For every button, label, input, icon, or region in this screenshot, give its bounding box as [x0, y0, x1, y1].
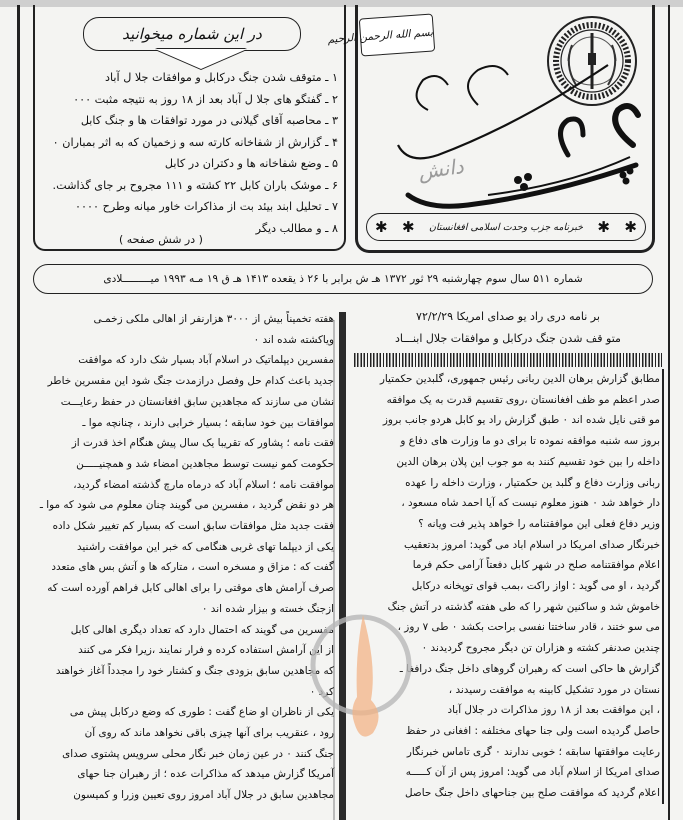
article-line: که مجاهدین سابق بزودی جنگ و کشتار خود را مجدداً آغاز خواهند: [55, 664, 334, 677]
page-border-right: [668, 5, 670, 820]
article-column-left: [22, 309, 334, 806]
article-line: مو قتی نایل شده اند ۰ طبق گزارش راد یو کابل هردو جانب بروز: [382, 414, 660, 427]
article-line: ازجنگ خسته و بیزار شده اند ۰: [201, 602, 334, 615]
contents-list: [34, 67, 338, 239]
article-line: ویاکشته شده اند ۰: [253, 333, 334, 346]
article-line: اعلام گردید که موافقت صلح بین جناحهای داخل جنگ حاصل: [405, 787, 660, 800]
article-line: فقت نامه ؛ پشاور که تقریبا یک سال پیش هنگام اخذ قدرت از: [71, 437, 334, 450]
star-icon: ✱: [597, 218, 610, 236]
contents-item: ۸ ـ و مطالب دیگر: [255, 221, 338, 235]
article-line: صدای امریکا از اسلام آباد می گوید: امروز پس از آن کـــــه: [405, 766, 660, 779]
contents-item: ۳ ـ محاصبه آقای گیلانی در مورد توافقات ها و جنگ کابل: [80, 114, 338, 127]
article-line: مفسرین می گویند که احتمال دارد که تعداد دیگری اهالی کابل: [70, 623, 334, 636]
article-line: هفته تخمیناً بیش از ۳۰۰۰ هزارنفر از اهالی ملکی زخمـی: [93, 313, 334, 325]
paik-calligraphy-logo: [368, 45, 638, 215]
article-line: نشان می سازند که مجاهدین سابق افغانستان در حفظ رعایـــت: [60, 395, 334, 408]
article-line: صدر اعظم مو ظف افغانستان ،روی تقسیم قدرت به یک موافقه: [386, 393, 660, 406]
page-count-note: ( در شش صفحه ): [119, 233, 203, 246]
hatched-rule: [354, 353, 662, 367]
article-line: یکی از دیپلما تهای غربی هنگامی که خبر این موافقت راشنید: [76, 540, 334, 553]
article-line: حاصل گردیده است ولی جنا حهای مختلفه : افغانی در حفظ: [405, 724, 660, 737]
article-line: خبرنگار صدای امریکا در اسلام اباد می گوید: امروز بدتعقیب: [403, 538, 660, 551]
article-line: فقت جدید مثل موافقات سابق است که بسیار کم تغییر شکل داده: [52, 520, 334, 533]
article-line: چندین صدنفر کشته و هزاران تن دیگر مجروح گردیدند ۰: [421, 642, 660, 655]
article-line: گردید ، او می گوید : اواز راکت ،بمب قوای توپخانه درکابل: [411, 580, 660, 593]
contents-item: ۴ ـ گزارش از شفاخانه کارته سه و زخمیان که به اثر بمباران ۰: [52, 135, 338, 149]
bismillah-label: بسم الله الرحمن الرحیم: [359, 13, 435, 56]
column-divider: [339, 312, 346, 820]
masthead: [327, 5, 655, 253]
article-line: جنگ کنند ۰ در عین زمان خبر نگار محلی سرویس پشتوی صدای: [62, 747, 334, 760]
publisher-motto: خبرنامه جزب وحدت اسلامی افغانستان: [428, 221, 583, 233]
article-line: خاموش شد و ساکنین شهر را که طی هفته گذشته در آتش جنگ: [387, 600, 660, 613]
article-line: از این آرامش استفاده کرده و فرار نمایند ،زیرا فکر می کنند: [78, 644, 334, 657]
star-icon: ✱: [401, 218, 415, 236]
contents-item: ۵ ـ وضع شفاخانه ها و دکتران در کابل: [164, 157, 338, 170]
article-line: ربانی وزارت دفاع و گلبد ین حکمتیار ، وزارت داخله را عهده: [405, 476, 660, 489]
article-source-line: بر نامه دری راد یو صدای امریکا ۷۲/۲/۲۹: [416, 310, 600, 323]
star-icon: ✱: [624, 218, 637, 236]
article-line: موافقات بین خود سابقه ؛ بسیار خرابی دارند ، چنانچه موا ـ: [82, 416, 334, 429]
article-line: اعلام موافقتنامه صلح در شهر کابل دفعتاً آرامی حکم فرما: [412, 559, 660, 572]
page-border-left: [17, 5, 20, 820]
article-line: حکومت کمو نیست توسط مجاهدین امضاء شد و همچنیـــــن: [76, 457, 334, 470]
star-icon: ✱: [375, 218, 388, 236]
article-line: ، این موافقت بعد از ۱۸ روز مذاکرات در جلال آباد: [447, 704, 660, 717]
contents-item: ۶ ـ موشک باران کابل ۲۲ کشته و ۱۱۱ مجروح بر جای گذاشت.: [52, 178, 338, 192]
contents-item: ۲ ـ گفتگو های جلا ل آباد بعد از ۱۸ روز به نتیجه مثبت ۰۰۰: [73, 92, 338, 106]
handwritten-note: دانش: [416, 153, 465, 185]
article-body-right: [352, 369, 664, 804]
in-this-issue-box: [33, 5, 346, 251]
article-line: آمریکا گزارش میدهد که مذاکرات عده ؛ از رهبران جنا حهای: [77, 768, 334, 781]
article-line: نستان در مورد تشکیل کابینه به موافقت رسیدند ،: [448, 683, 660, 696]
motto-banner: [366, 213, 646, 241]
article-line: رعایت موافقتها سابقه ؛ خوبی ندارند ۰ گری تاماس خبرنگار: [406, 745, 660, 758]
article-line: صرف آرامش های موقتی را برای اهالی کابل فراهم آورده است که: [47, 582, 334, 595]
article-line: رود ، عنقریب برای آنها چیزی باقی نخواهد ماند که روی آن: [84, 727, 334, 740]
article-line: یکی از ناظران او ضاع گفت : طوری که وضع درکابل پیش می: [69, 706, 334, 719]
article-line: گزارش ها حاکی است که رهبران گروهای داخل جنگ درافغا ـ: [399, 662, 660, 675]
article-line: هر دو نقض گردید ، مفسرین می گویند چنان معلوم می شود که موا ـ: [39, 499, 334, 512]
article-line: بروز سه شنبه موافقه نموده تا برای دو ما وزارت های دفاع و: [400, 435, 660, 448]
article-line: داخله را بین خود تقسیم کنند به مو جوب این پلان برهان الدین: [396, 455, 660, 468]
article-headline: متو قف شدن جنگ درکابل و موافقات جلال ابنـــاد: [395, 332, 621, 345]
article-line: گفت که : مزاق و مسخره است ، متارکه ها و آتش بس های متعدد: [51, 561, 334, 574]
in-this-issue-title: در این شماره میخوانید: [83, 17, 301, 51]
article-line: می سو ختند ، قادر ساختتا نفسی براحت بکشد ۰ طی ۷ روز ،: [397, 621, 660, 634]
issue-dateline: شماره ۵۱۱ سال سوم چهارشنبه ۲۹ ثور ۱۳۷۲ هـ ش برابر با ۲۶ ذ یقعده ۱۴۱۳ هـ ق ۱۹ مـه ۱۹۹۳ میـــــــــلادی: [33, 264, 653, 294]
article-line: مطابق گزارش برهان الدین ربانی رئیس جمهوری، گلبدین حکمتیار: [379, 373, 660, 385]
article-line: کرد ۰: [309, 685, 334, 698]
article-column-right: [352, 306, 664, 804]
article-line: مجاهدین سابق در جلال آباد امروز روی تعیین وزرا و کمیسون: [73, 789, 334, 802]
article-line: مفسرین دیپلماتیک در اسلام آباد بسیار شک دارد که موافقت: [78, 354, 334, 367]
article-line: وزیر دفاع فعلی این موافقتنامه را خواهد پذیر فت ویانه ؟: [418, 517, 660, 530]
article-line: دار خواهد شد ۰ هنوز معلوم نیست که آیا احمد شاه مسعود ،: [401, 497, 660, 510]
arrow-down-icon: [155, 49, 247, 69]
contents-item: ۱ ـ متوقف شدن جنگ درکابل و موافقات جلا ل آباد: [105, 71, 338, 84]
contents-item: ۷ ـ تحلیل ابند بیئد بت از مذاکرات خاور میانه وطرح ۰۰۰۰: [75, 200, 338, 213]
article-line: جدید باعث کدام حل وفصل درازمدت جنگ شود این مفسرین خاطر: [47, 375, 334, 388]
article-line: موافقت نامه ؛ اسلام آباد که درماه مارچ گذشته امضاء گردید،: [73, 478, 334, 491]
